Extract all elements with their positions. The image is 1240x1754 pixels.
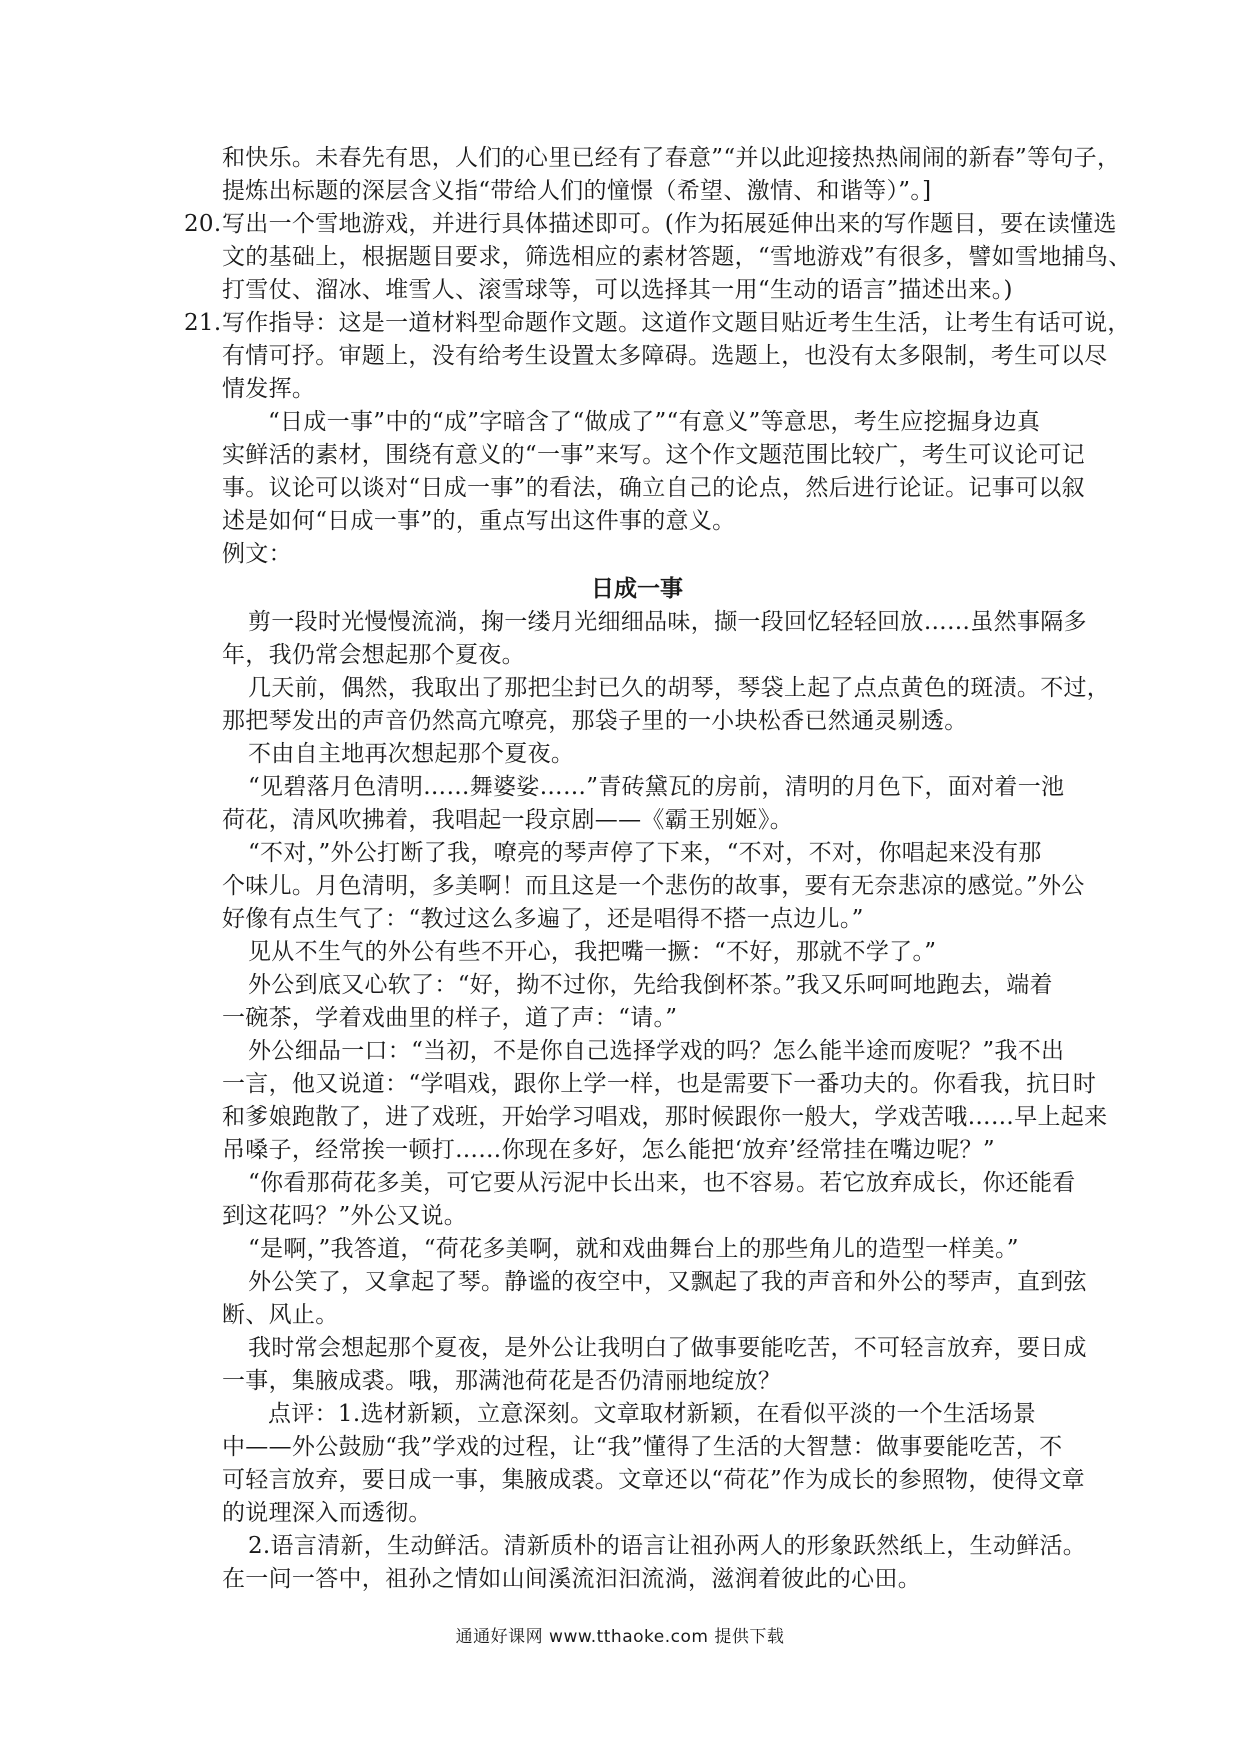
essay-paragraph [222,672,1111,738]
essay-paragraph [222,771,1065,837]
essay-paragraph [222,738,1052,771]
page-body [184,142,1132,1596]
text-line: 个味儿。月色清明，多美啊！而且这是一个悲伤的故事，要有无奈悲凉的感觉。”外公 [222,873,1085,899]
text-line: 荷花，清风吹拂着，我唱起一段京剧——《霸王别姬》。 [222,807,793,833]
answer-number: 20. [184,211,222,237]
text-line: 述是如何“日成一事”的，重点写出这件事的意义。 [222,508,736,534]
text-line: 外公到底又心软了：“好，拗不过你，先给我倒杯茶。”我又乐呵呵地跑去，端着 [248,972,1053,998]
comment [222,1398,1087,1596]
text-line: 写作指导：这是一道材料型命题作文题。这道作文题目贴近考生生活，让考生有话可说， [222,310,1131,336]
text-line: 那把琴发出的声音仍然高亢嘹亮，那袋子里的一小块松香已然通灵剔透。 [222,708,968,734]
essay-paragraph [222,1035,1108,1167]
text-line: 好像有点生气了：“教过这么多遍了，还是唱得不搭一点边儿。” [222,906,864,932]
text-line: 见从不生气的外公有些不开心，我把嘴一撅：“不好，那就不学了。” [248,939,937,965]
text-line: 中——外公鼓励“我”学戏的过程，让“我”懂得了生活的大智慧：做事要能吃苦，不 [222,1434,1063,1460]
text-line: “日成一事”中的“成”字暗含了“做成了”“有意义”等意思，考生应挖掘身边真 [268,409,1041,435]
text-line: “见碧落月色清明……舞婆娑……”青砖黛瓦的房前，清明的月色下，面对着一池 [248,774,1065,800]
text-line: 剪一段时光慢慢流淌，掬一缕月光细细品味，撷一段回忆轻轻回放……虽然事隔多 [248,609,1087,635]
text-line: 外公笑了，又拿起了琴。静谧的夜空中，又飘起了我的声音和外公的琴声，直到弦 [248,1269,1087,1295]
answer-21 [184,307,1131,571]
text-line: “不对，”外公打断了我，嘹亮的琴声停了下来，“不对，不对，你唱起来没有那 [248,840,1042,866]
text-line: 在一问一答中，祖孙之情如山间溪流汩汩流淌，滋润着彼此的心田。 [222,1566,921,1592]
text-line: 一事，集腋成裘。哦，那满池荷花是否仍清丽地绽放？ [222,1368,782,1394]
text-line: “你看那荷花多美，可它要从污泥中长出来，也不容易。若它放弃成长，你还能看 [248,1170,1076,1196]
page-footer: 通通好课网 www.tthaoke.com 提供下载 [455,1627,785,1647]
essay-body [222,606,1111,1398]
essay-paragraph [222,1233,1052,1266]
text-line: 年，我仍常会想起那个夏夜。 [222,642,525,668]
text-line: 写出一个雪地游戏，并进行具体描述即可。(作为拓展延伸出来的写作题目，要在读懂选 [222,211,1117,237]
essay-title: 日成一事 [591,576,683,602]
answer-number: 21. [184,310,222,336]
text-line: 吊嗓子，经常挨一顿打……你现在多好，怎么能把‘放弃’经常挂在嘴边呢？” [222,1137,995,1163]
text-line: 文的基础上，根据题目要求，筛选相应的素材答题，“雪地游戏”有很多，譬如雪地捕鸟、 [222,244,1132,270]
text-line: 一言，他又说道：“学唱戏，跟你上学一样，也是需要下一番功夫的。你看我，抗日时 [222,1071,1097,1097]
text-line: 打雪仗、溜冰、堆雪人、滚雪球等，可以选择其一用“生动的语言”描述出来。) [222,277,1013,303]
text-line: “是啊，”我答道，“荷花多美啊，就和戏曲舞台上的那些角儿的造型一样美。” [248,1236,1019,1262]
text-line: 情发挥。 [222,376,316,402]
text-line: 不由自主地再次想起那个夏夜。 [248,741,575,767]
text-line: 一碗茶，学着戏曲里的样子，道了声：“请。” [222,1005,678,1031]
text-line: 几天前，偶然，我取出了那把尘封已久的胡琴，琴袋上起了点点黄色的斑渍。不过， [248,675,1111,701]
text-line: 提炼出标题的深层含义指“带给人们的憧憬（希望、激情、和谐等）”。] [222,178,932,204]
essay-paragraph [222,606,1087,672]
text-line: 我时常会想起那个夏夜，是外公让我明白了做事要能吃苦，不可轻言放弃，要日成 [248,1335,1087,1361]
essay-paragraph [222,969,1052,1035]
text-line: 断、风止。 [222,1302,339,1328]
text-line: 和快乐。未春先有思，人们的心里已经有了春意”“并以此迎接热热闹闹的新春”等句子， [222,145,1121,171]
text-line: 外公细品一口：“当初，不是你自己选择学戏的吗？怎么能半途而废呢？”我不出 [248,1038,1065,1064]
essay-paragraph [222,1332,1087,1398]
text-line: 2.语言清新，生动鲜活。清新质朴的语言让祖孙两人的形象跃然纸上，生动鲜活。 [248,1533,1087,1559]
essay-paragraph [222,1266,1087,1332]
answer-19-tail [222,142,1121,208]
text-line: 点评：1.选材新颖，立意深刻。文章取材新颖，在看似平淡的一个生活场景 [268,1401,1037,1427]
text-line: 到这花吗？”外公又说。 [222,1203,468,1229]
essay-paragraph [222,936,1052,969]
answer-20 [184,208,1132,307]
example-label: 例文： [222,541,292,567]
essay-paragraph [222,837,1085,936]
text-line: 的说理深入而透彻。 [222,1500,432,1526]
text-line: 实鲜活的素材，围绕有意义的“一事”来写。这个作文题范围比较广，考生可议论可记 [222,442,1085,468]
text-line: 有情可抒。审题上，没有给考生设置太多障碍。选题上，也没有太多限制，考生可以尽 [222,343,1108,369]
text-line: 和爹娘跑散了，进了戏班，开始学习唱戏，那时候跟你一般大，学戏苦哦……早上起来 [222,1104,1108,1130]
text-line: 事。议论可以谈对“日成一事”的看法，确立自己的论点，然后进行论证。记事可以叙 [222,475,1085,501]
essay-paragraph [222,1167,1076,1233]
text-line: 可轻言放弃，要日成一事，集腋成裘。文章还以“荷花”作为成长的参照物，使得文章 [222,1467,1085,1493]
